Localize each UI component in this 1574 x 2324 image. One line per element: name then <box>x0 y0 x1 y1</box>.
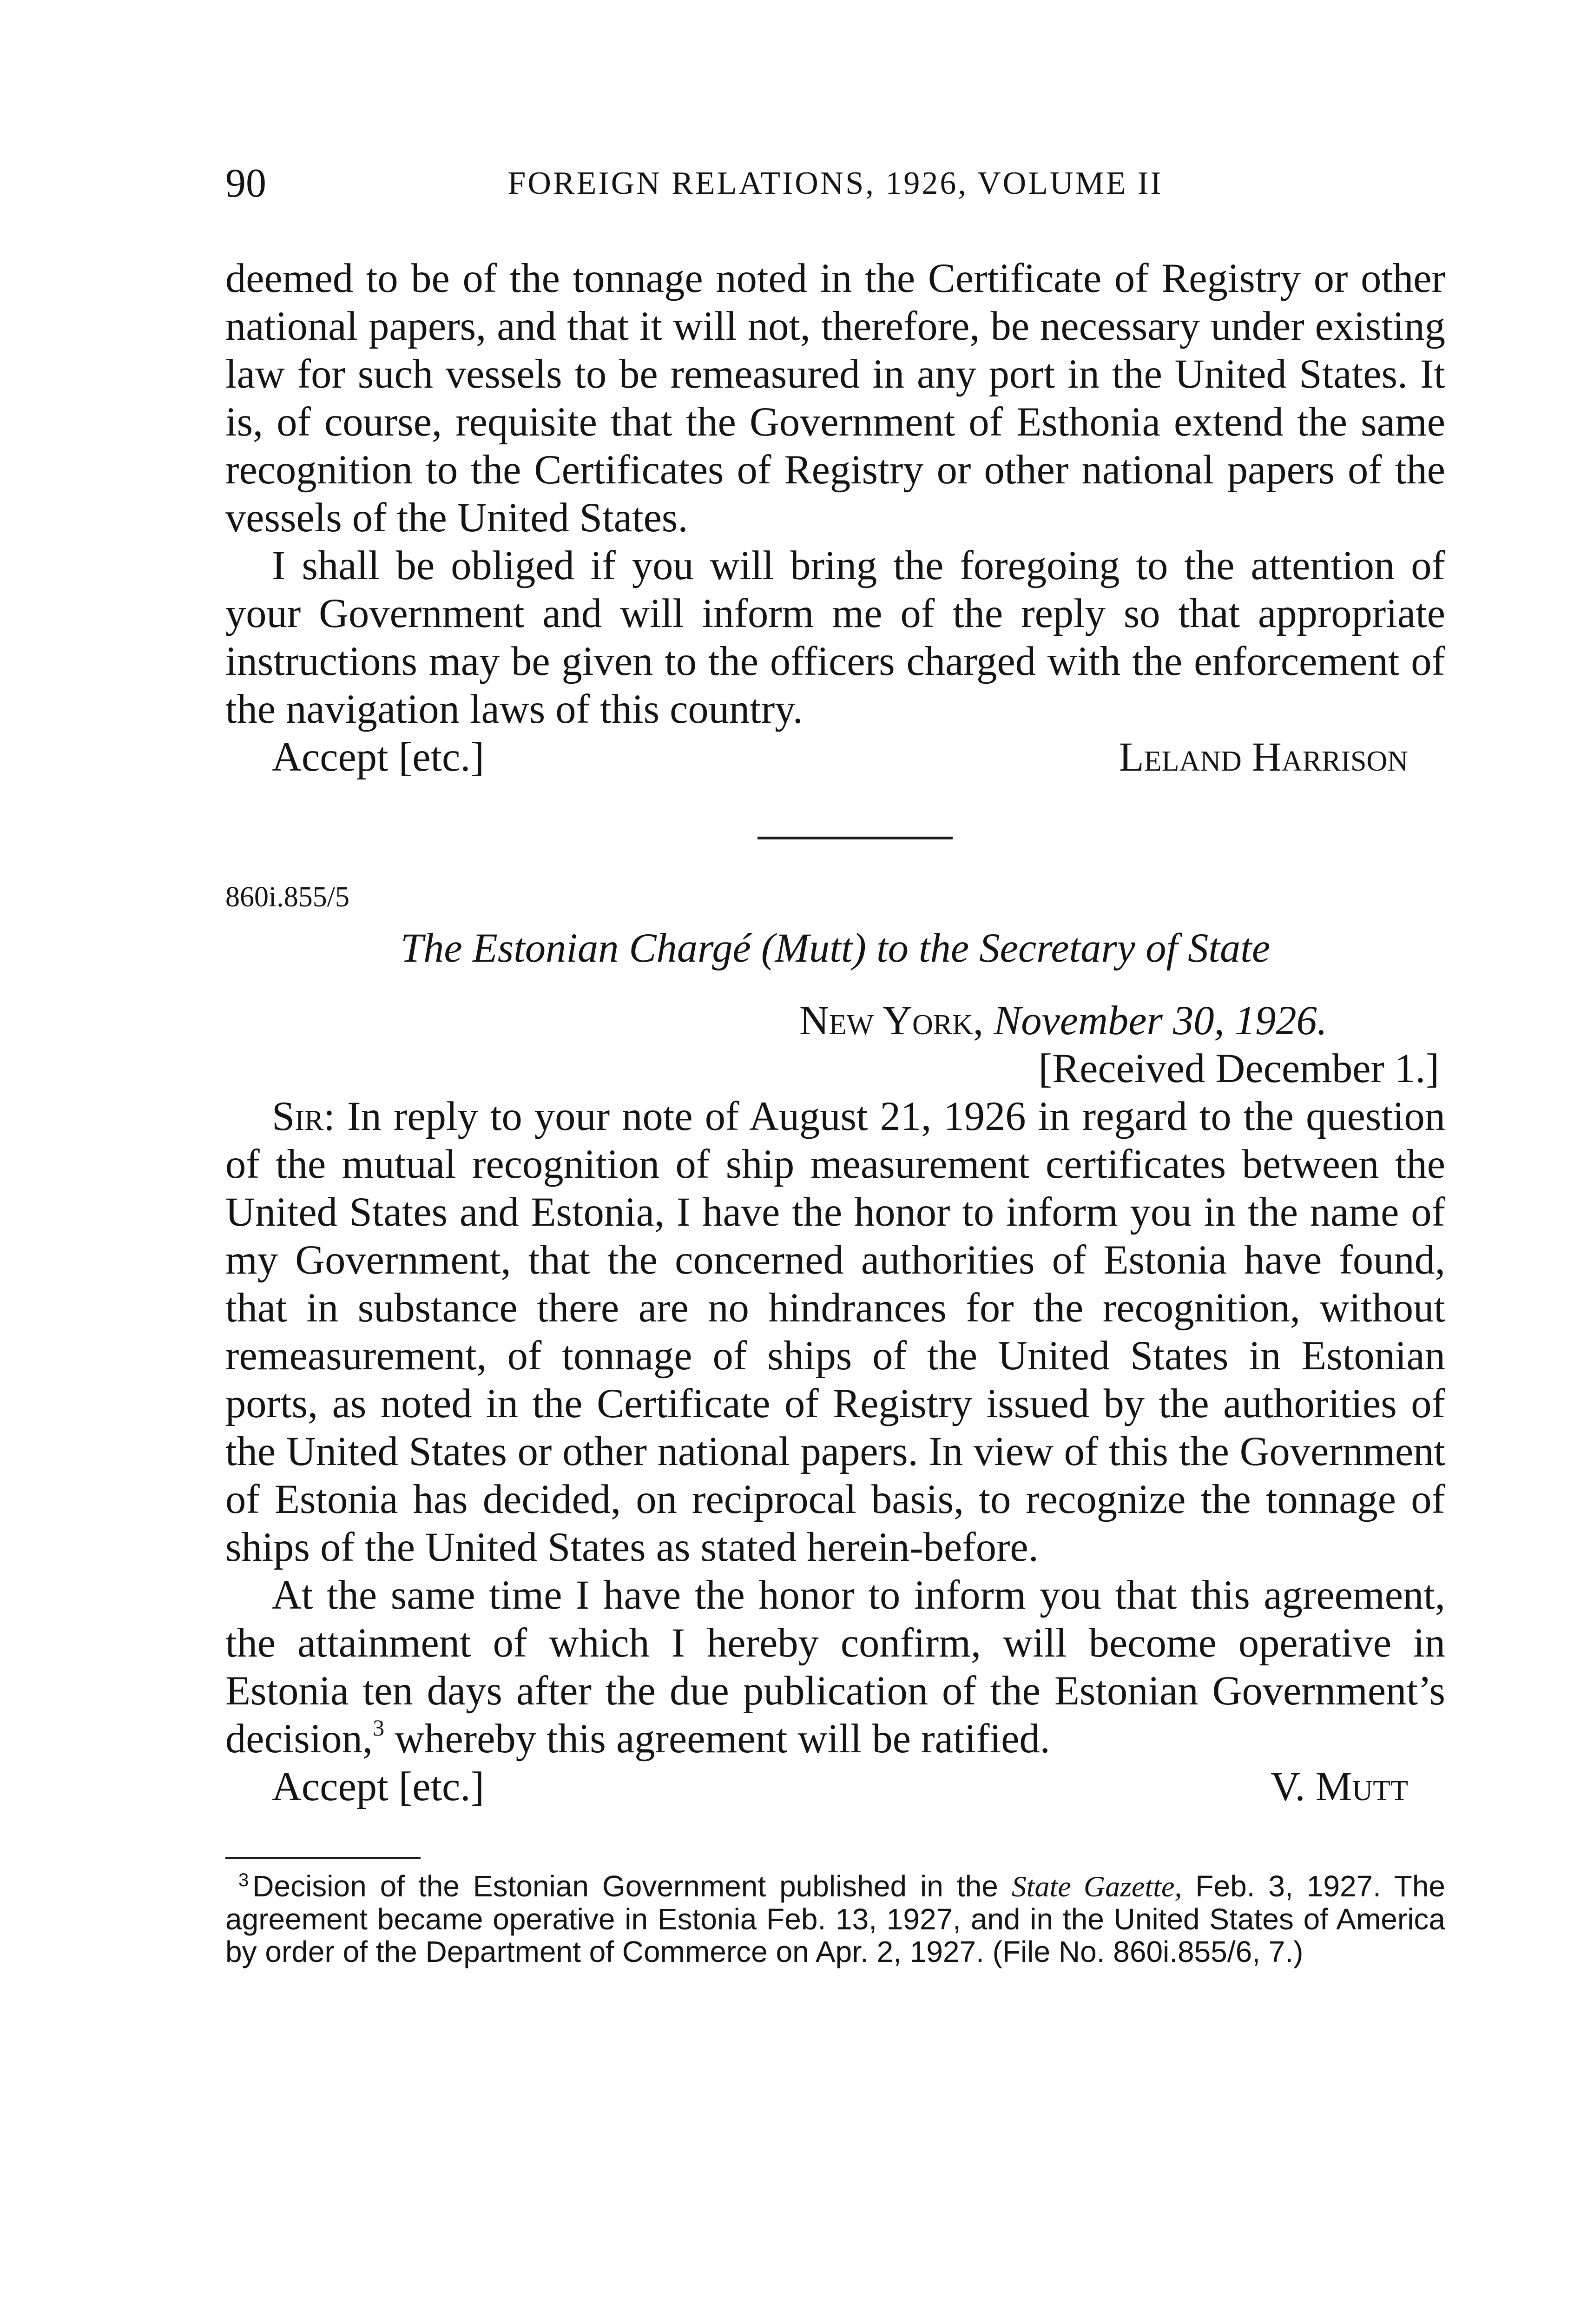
letter2-paragraph-2-tail: whereby this agreement will be ratified. <box>384 1716 1050 1762</box>
footnote-reference: 3 <box>373 1715 385 1741</box>
dateline-date: November 30, 1926. <box>994 998 1327 1043</box>
letter2-paragraph-1-text: In reply to your note of August 21, 1926 in regard to the question of the mutual recognition of ship measurement certificates between the United States and Estonia, I have the honor to inform you in the name of my Government, that the concerned authorities of Estonia have found, that in substance there are no hindrances for the recognition, without remeasurement, of tonnage of ships of the United States in Estonian ports, as noted in the Certificate of Registry issued by the authorities of the United States or other national papers. In view of this the Government of Estonia has decided, on reciprocal basis, to recognize the tonnage of ships of the United States as stated herein-before. <box>225 1094 1445 1570</box>
letter1-paragraph-2: I shall be obliged if you will bring the foregoing to the attention of your Government and will inform me of the reply so that appropriate instructions may be given to the officers charged with the enforcement of the navigation laws of this country. <box>225 543 1445 732</box>
running-head: FOREIGN RELATIONS, 1926, VOLUME II <box>507 165 1163 201</box>
document-title: The Estonian Chargé (Mutt) to the Secretary of State <box>400 925 1271 971</box>
letter2-closing: Accept [etc.] <box>272 1764 484 1809</box>
letter2-paragraph-2 <box>225 1571 1445 1763</box>
letter1-signature: Leland Harrison <box>1119 734 1408 780</box>
dateline <box>799 997 1327 1045</box>
footnote-text-after: Feb. 3, 1927. The agreement became operative in Estonia Feb. 13, 1927, and in the United States of America by order of the Department of Commerce on Apr. 2, 1927. (File No. 860i.855/6, 7.) <box>225 1869 1446 1968</box>
letter2-closing-line <box>225 1763 1445 1811</box>
footnote-publication: State Gazette, <box>1011 1870 1182 1903</box>
footnote-rule <box>225 1857 421 1859</box>
file-number: 860i.855/5 <box>225 881 349 913</box>
letter1-closing: Accept [etc.] <box>272 734 484 780</box>
letter2-signature: V. Mutt <box>1271 1764 1408 1809</box>
letter2-paragraph-2-text: At the same time I have the honor to inform you that this agreement, the attainment of which I hereby confirm, will become operative in Estonia ten days after the due publication of the Estonian Government’s decision, <box>225 1572 1445 1762</box>
letter1-paragraph-1: deemed to be of the tonnage noted in the Certificate of Registry or other national papers, and that it will not, therefore, be necessary under existing law for such vessels to be remeasured in any port in the United States. It is, of course, requisite that the Government of Esthonia extend the same recognition to the Certificates of Registry or other national papers of the vessels of the United States. <box>225 256 1445 541</box>
page-header <box>225 156 1445 211</box>
section-separator <box>757 837 953 839</box>
salutation: Sir: <box>272 1094 335 1139</box>
letter-mutt <box>225 1093 1445 1811</box>
letter1-closing-line <box>225 733 1445 781</box>
dateline-place: New York, <box>799 998 984 1043</box>
letter-harrison <box>225 255 1445 781</box>
page-number: 90 <box>225 161 266 206</box>
letter2-paragraph-1 <box>225 1093 1445 1571</box>
footnote <box>225 1864 1445 1968</box>
footnote-marker: 3 <box>238 1870 249 1890</box>
footnote-text-before: Decision of the Estonian Government published in the <box>252 1869 1012 1903</box>
received-note: [Received December 1.] <box>1038 1046 1439 1091</box>
